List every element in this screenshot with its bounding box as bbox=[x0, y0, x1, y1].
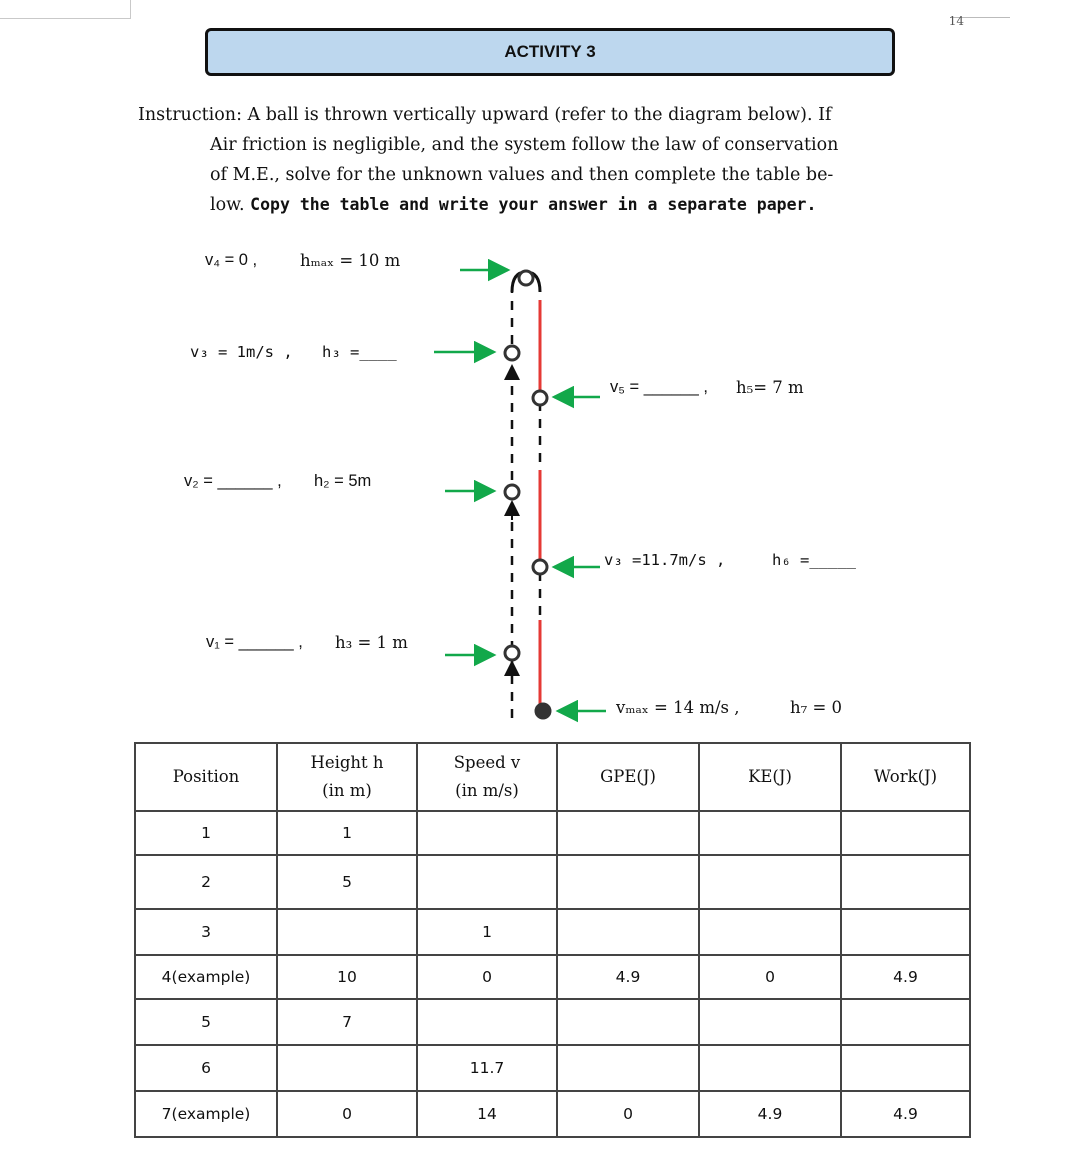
label-h6-blank: h₆ =_____ bbox=[772, 551, 856, 569]
cell-gpe bbox=[557, 1045, 699, 1091]
cell-speed: 11.7 bbox=[417, 1045, 557, 1091]
cell-height: 5 bbox=[277, 855, 417, 909]
cell-gpe: 0 bbox=[557, 1091, 699, 1137]
table-header-row bbox=[135, 743, 970, 811]
label-vmax: vₘₐₓ = 14 m/s , bbox=[616, 698, 740, 717]
cell-work bbox=[841, 811, 970, 855]
cell-ke bbox=[699, 811, 841, 855]
label-h3-blank: h₃ =____ bbox=[322, 343, 397, 361]
header-speed bbox=[417, 743, 557, 811]
label-h5: h₅= 7 m bbox=[736, 378, 804, 397]
activity-title: ACTIVITY 3 bbox=[504, 42, 596, 61]
cell-position: 1 bbox=[135, 811, 277, 855]
table-body bbox=[135, 811, 970, 1137]
instruction-line-1: Instruction: A ball is thrown vertically upward (refer to the diagram below). If bbox=[138, 105, 832, 125]
table-row bbox=[135, 955, 970, 999]
ball-position-6 bbox=[533, 560, 547, 574]
cell-speed: 0 bbox=[417, 955, 557, 999]
cell-ke: 0 bbox=[699, 955, 841, 999]
header-gpe: GPE(J) bbox=[557, 743, 699, 811]
ball-position-2 bbox=[505, 485, 519, 499]
cell-work bbox=[841, 909, 970, 955]
cell-work: 4.9 bbox=[841, 1091, 970, 1137]
cell-work bbox=[841, 999, 970, 1045]
table-row bbox=[135, 855, 970, 909]
label-hmax: hₘₐₓ = 10 m bbox=[300, 251, 401, 270]
cell-position: 3 bbox=[135, 909, 277, 955]
cell-work bbox=[841, 855, 970, 909]
cell-height bbox=[277, 1045, 417, 1091]
label-v4: v₄ = 0 , bbox=[205, 251, 258, 269]
cell-gpe bbox=[557, 999, 699, 1045]
table-row bbox=[135, 1091, 970, 1137]
header-speed-label: Speed v bbox=[453, 753, 521, 772]
energy-table bbox=[134, 742, 971, 1138]
cell-height: 0 bbox=[277, 1091, 417, 1137]
cell-position: 4(example) bbox=[135, 955, 277, 999]
label-h7: h₇ = 0 bbox=[790, 698, 843, 717]
cell-speed: 1 bbox=[417, 909, 557, 955]
instruction-line-3: of M.E., solve for the unknown values and then complete the table be- bbox=[210, 165, 834, 185]
cell-ke: 4.9 bbox=[699, 1091, 841, 1137]
instruction-bold-note: Copy the table and write your answer in a separate paper. bbox=[250, 195, 817, 214]
cell-speed bbox=[417, 811, 557, 855]
cell-speed bbox=[417, 855, 557, 909]
cell-gpe: 4.9 bbox=[557, 955, 699, 999]
label-v3: v₃ = 1m/s , bbox=[190, 343, 293, 361]
cell-speed: 14 bbox=[417, 1091, 557, 1137]
instruction-line-4-plain: low. bbox=[210, 195, 251, 215]
label-h1: h₃ = 1 m bbox=[335, 633, 408, 652]
cell-height: 10 bbox=[277, 955, 417, 999]
cell-position: 5 bbox=[135, 999, 277, 1045]
ball-position-5 bbox=[533, 391, 547, 405]
cell-gpe bbox=[557, 811, 699, 855]
cell-work: 4.9 bbox=[841, 955, 970, 999]
header-height-unit: (in m) bbox=[322, 781, 372, 800]
ball-position-3 bbox=[505, 346, 519, 360]
cell-height bbox=[277, 909, 417, 955]
ball-position-1 bbox=[505, 646, 519, 660]
instruction-line-2: Air friction is negligible, and the system follow the law of conservation bbox=[210, 135, 839, 155]
cell-gpe bbox=[557, 855, 699, 909]
label-v5: v₅ = ______ , bbox=[610, 378, 708, 396]
cell-position: 6 bbox=[135, 1045, 277, 1091]
cell-speed bbox=[417, 999, 557, 1045]
page-number: 14 bbox=[948, 14, 964, 28]
cell-position: 7(example) bbox=[135, 1091, 277, 1137]
cell-position: 2 bbox=[135, 855, 277, 909]
header-work: Work(J) bbox=[841, 743, 970, 811]
label-h2: h₂ = 5m bbox=[314, 472, 372, 490]
cell-height: 7 bbox=[277, 999, 417, 1045]
label-v6: v₃ =11.7m/s , bbox=[604, 551, 726, 569]
cell-work bbox=[841, 1045, 970, 1091]
header-height bbox=[277, 743, 417, 811]
table-row bbox=[135, 909, 970, 955]
label-v2: v₂ = ______ , bbox=[184, 472, 282, 490]
label-v1: v₁ = ______ , bbox=[206, 633, 303, 651]
cell-gpe bbox=[557, 909, 699, 955]
cell-ke bbox=[699, 909, 841, 955]
header-ke: KE(J) bbox=[699, 743, 841, 811]
table-row bbox=[135, 811, 970, 855]
header-speed-unit: (in m/s) bbox=[455, 781, 519, 800]
header-height-label: Height h bbox=[310, 753, 384, 772]
cell-height: 1 bbox=[277, 811, 417, 855]
ball-position-7 bbox=[536, 704, 550, 718]
header-position: Position bbox=[135, 743, 277, 811]
cell-ke bbox=[699, 999, 841, 1045]
ball-position-4 bbox=[519, 271, 533, 285]
cell-ke bbox=[699, 855, 841, 909]
table-row bbox=[135, 1045, 970, 1091]
table-row bbox=[135, 999, 970, 1045]
cell-ke bbox=[699, 1045, 841, 1091]
